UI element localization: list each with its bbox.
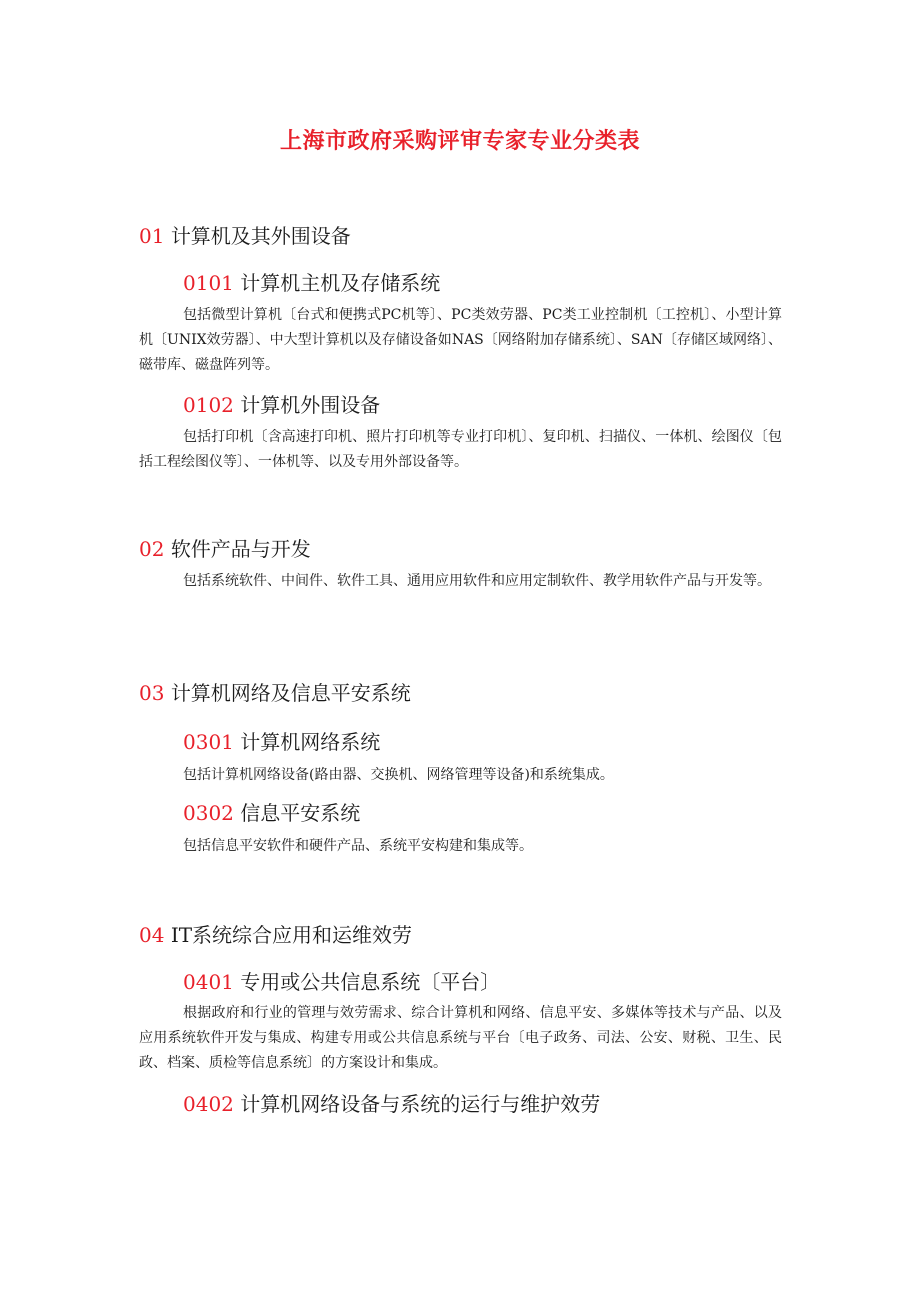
subsection-title: 专用或公共信息系统〔平台〕 (240, 970, 501, 994)
subsection-title: 计算机外围设备 (240, 393, 381, 417)
subsection-description-0102: 包括打印机〔含高速打印机、照片打印机等专业打印机〕、复印机、扫描仪、一体机、绘图仪〔包括工程绘图仪等〕、一体机等、以及专用外部设备等。 (139, 429, 782, 470)
subsection-heading-0102 (183, 389, 380, 418)
section-title: 软件产品与开发 (170, 537, 311, 561)
section-code: 03 (139, 681, 165, 705)
subsection-description-0401: 根据政府和行业的管理与效劳需求、综合计算机和网络、信息平安、多媒体等技术与产品、以及应用系统软件开发与集成、构建专用或公共信息系统与平台〔电子政务、司法、公安、财税、卫生、民政、档案、质检等信息系统〕的方案设计和集成。 (139, 1005, 782, 1071)
section-code: 02 (139, 537, 165, 561)
subsection-heading-0402 (183, 1088, 600, 1117)
subsection-heading-0401 (183, 966, 500, 995)
section-title: 计算机网络及信息平安系统 (170, 681, 411, 705)
section-code: 04 (139, 923, 165, 947)
subsection-heading-0301 (183, 726, 380, 755)
section-heading-01 (139, 220, 351, 249)
section-heading-02 (139, 533, 311, 562)
section-heading-03 (139, 677, 411, 706)
subsection-code: 0302 (183, 801, 234, 825)
subsection-title: 计算机主机及存储系统 (240, 271, 441, 295)
subsection-code: 0102 (183, 393, 234, 417)
section-description-02: 包括系统软件、中间件、软件工具、通用应用软件和应用定制软件、教学用软件产品与开发等。 (183, 573, 771, 589)
section-title: 计算机及其外围设备 (170, 224, 351, 248)
subsection-title: 计算机网络系统 (240, 730, 381, 754)
subsection-code: 0401 (183, 970, 234, 994)
section-heading-04 (139, 919, 412, 948)
subsection-code: 0402 (183, 1092, 234, 1116)
subsection-heading-0101 (183, 267, 440, 296)
section-title: IT系统综合应用和运维效劳 (170, 923, 413, 947)
subsection-description-0302: 包括信息平安软件和硬件产品、系统平安构建和集成等。 (183, 838, 533, 854)
subsection-code: 0301 (183, 730, 234, 754)
document-title: 上海市政府采购评审专家专业分类表 (279, 128, 640, 154)
section-code: 01 (139, 224, 165, 248)
subsection-title: 信息平安系统 (240, 801, 361, 825)
subsection-heading-0302 (183, 797, 360, 826)
subsection-description-0101: 包括微型计算机〔台式和便携式PC机等〕、PC类效劳器、PC类工业控制机〔工控机〕、小型计算机〔UNIX效劳器〕、中大型计算机以及存储设备如NAS〔网络附加存储系统〕、SAN〔存储区域网络〕、磁带库、磁盘阵列等。 (139, 307, 782, 373)
subsection-code: 0101 (183, 271, 234, 295)
subsection-description-0301: 包括计算机网络设备(路由器、交换机、网络管理等设备)和系统集成。 (183, 767, 614, 783)
subsection-title: 计算机网络设备与系统的运行与维护效劳 (240, 1092, 601, 1116)
